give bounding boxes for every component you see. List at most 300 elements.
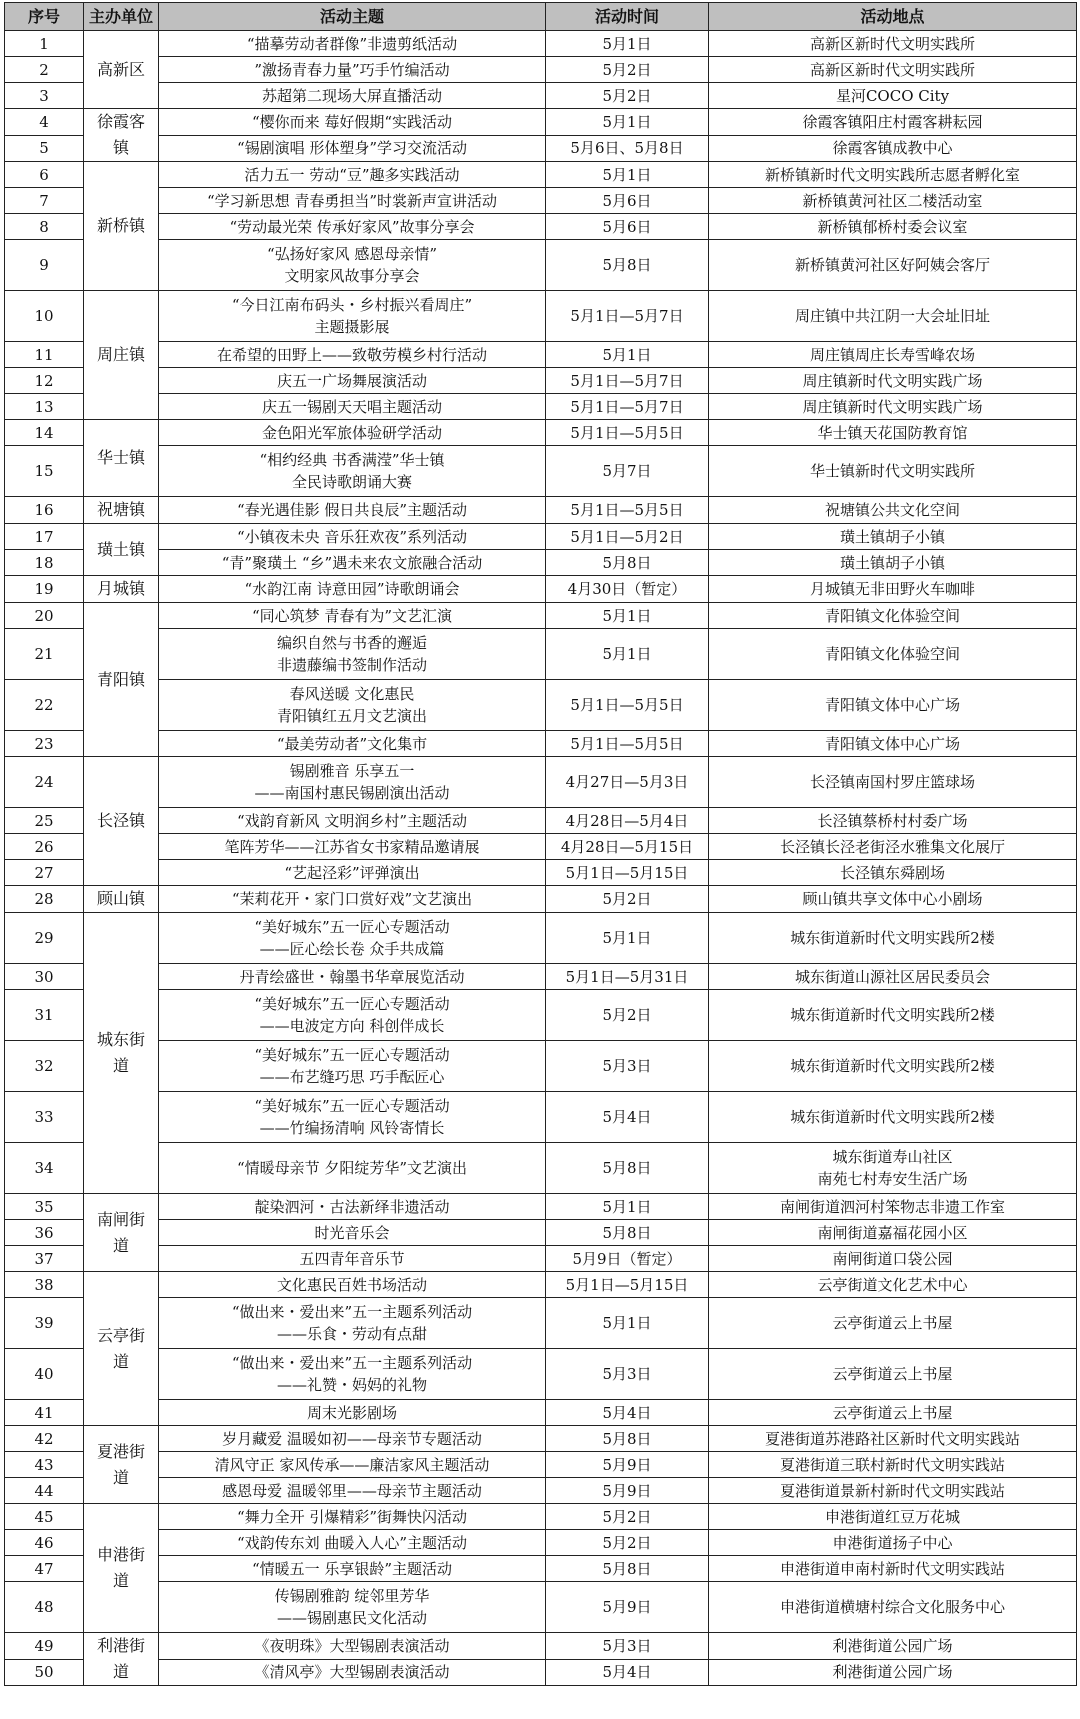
activity-theme <box>159 834 546 860</box>
row-number: 45 <box>5 1504 84 1530</box>
activity-place <box>709 1582 1077 1633</box>
row-number: 14 <box>5 420 84 446</box>
activity-place-line: 青阳镇文体中心广场 <box>824 696 960 714</box>
activity-theme-line: 清风守正 家风传承——廉洁家风主题活动 <box>214 1455 490 1474</box>
activity-theme <box>159 188 546 214</box>
table-row <box>5 757 1077 808</box>
activity-theme-line: “樱你而来 莓好假期“实践活动 <box>251 112 453 131</box>
row-number: 21 <box>5 629 84 680</box>
activity-theme <box>159 1349 546 1400</box>
activity-place-line: 城东街道新时代文明实践所2楼 <box>790 1108 995 1126</box>
activity-place-line: 城东街道寿山社区 <box>832 1148 953 1166</box>
row-number: 43 <box>5 1452 84 1478</box>
activity-theme <box>159 1582 546 1633</box>
activity-theme-line: ——礼赞・妈妈的礼物 <box>276 1376 427 1394</box>
organizer-cell: 夏港街道 <box>84 1426 159 1504</box>
activity-place <box>709 1298 1077 1349</box>
activity-place-line: 申港街道扬子中心 <box>832 1533 953 1552</box>
organizer-cell: 璜土镇 <box>84 524 159 576</box>
row-number: 19 <box>5 576 84 603</box>
activity-theme-line: 靛染泗河・古法新绎非遗活动 <box>254 1197 450 1216</box>
activity-time: 5月4日 <box>546 1092 709 1143</box>
activity-place-line: 云亭街道云上书屋 <box>832 1403 953 1422</box>
activity-time: 5月1日—5月5日 <box>546 420 709 446</box>
activity-theme-line: “学习新思想 青春勇担当”时裳新声宣讲活动 <box>206 191 498 210</box>
table-row <box>5 214 1077 240</box>
activity-place <box>709 1452 1077 1478</box>
table-row <box>5 31 1077 57</box>
activity-theme-line: “舞力全开 引爆精彩”街舞快闪活动 <box>236 1507 468 1526</box>
activity-theme <box>159 913 546 964</box>
activity-time: 5月8日 <box>546 1556 709 1582</box>
activity-theme <box>159 576 546 603</box>
activity-time: 4月28日—5月4日 <box>546 808 709 834</box>
table-row <box>5 1633 1077 1660</box>
row-number: 41 <box>5 1400 84 1426</box>
row-number: 49 <box>5 1633 84 1660</box>
table-row <box>5 446 1077 497</box>
activity-theme <box>159 135 546 162</box>
activity-place-line: 璜土镇胡子小镇 <box>839 527 945 546</box>
organizer-cell: 新桥镇 <box>84 162 159 291</box>
activity-place-line: 长泾镇长泾老街泾水雅集文化展厅 <box>779 837 1005 856</box>
activity-theme-line: “描摹劳动者群像”非遗剪纸活动 <box>246 34 458 53</box>
table-row <box>5 135 1077 162</box>
table-row <box>5 964 1077 990</box>
activity-theme <box>159 162 546 188</box>
activity-time: 5月1日—5月7日 <box>546 368 709 394</box>
activity-place-line: 徐霞客镇阳庄村霞客耕耘园 <box>802 112 983 131</box>
table-row <box>5 860 1077 886</box>
organizer-cell: 南闸街道 <box>84 1194 159 1272</box>
table-row <box>5 1220 1077 1246</box>
activity-theme <box>159 497 546 524</box>
activity-theme <box>159 990 546 1041</box>
table-row <box>5 188 1077 214</box>
table-row <box>5 1298 1077 1349</box>
organizer-cell: 周庄镇 <box>84 291 159 420</box>
row-number: 15 <box>5 446 84 497</box>
activity-theme <box>159 214 546 240</box>
activity-time: 5月9日（暂定） <box>546 1246 709 1272</box>
table-row <box>5 990 1077 1041</box>
activity-place <box>709 1272 1077 1298</box>
activity-time: 5月1日 <box>546 31 709 57</box>
activity-place <box>709 1194 1077 1220</box>
activity-place <box>709 31 1077 57</box>
header-place: 活动地点 <box>709 3 1077 31</box>
activity-time: 5月1日—5月5日 <box>546 731 709 757</box>
organizer-cell: 青阳镇 <box>84 603 159 757</box>
row-number: 42 <box>5 1426 84 1452</box>
activity-place-line: 周庄镇新时代文明实践广场 <box>802 397 983 416</box>
table-row <box>5 1194 1077 1220</box>
activity-theme-line: 春风送暖 文化惠民 <box>289 685 415 703</box>
activity-theme-line: 锡剧雅音 乐享五一 <box>289 762 415 780</box>
activity-theme <box>159 446 546 497</box>
activity-theme <box>159 109 546 136</box>
activity-time: 5月2日 <box>546 1504 709 1530</box>
row-number: 6 <box>5 162 84 188</box>
activity-theme <box>159 550 546 576</box>
activity-theme <box>159 1092 546 1143</box>
activity-place <box>709 1478 1077 1504</box>
table-row <box>5 109 1077 136</box>
row-number: 1 <box>5 31 84 57</box>
row-number: 44 <box>5 1478 84 1504</box>
activity-place-line: 星河COCO City <box>835 86 950 105</box>
table-row <box>5 1504 1077 1530</box>
activity-theme-line: “戏韵传东刘 曲暖入人心”主题活动 <box>236 1533 468 1552</box>
row-number: 25 <box>5 808 84 834</box>
activity-place <box>709 990 1077 1041</box>
table-row <box>5 603 1077 629</box>
row-number: 2 <box>5 57 84 83</box>
activity-place <box>709 1426 1077 1452</box>
activity-table-container <box>4 2 1076 1686</box>
activity-theme <box>159 524 546 550</box>
organizer-cell: 城东街道 <box>84 913 159 1194</box>
activity-theme <box>159 1556 546 1582</box>
activity-time: 5月8日 <box>546 1220 709 1246</box>
activity-time: 5月1日 <box>546 109 709 136</box>
activity-place-line: 周庄镇新时代文明实践广场 <box>802 371 983 390</box>
activity-theme <box>159 1426 546 1452</box>
table-row <box>5 1478 1077 1504</box>
activity-theme-line: ——南国村惠民锡剧演出活动 <box>254 784 450 802</box>
activity-theme-line: 丹青绘盛世・翰墨书华章展览活动 <box>239 967 465 986</box>
activity-time: 5月1日 <box>546 342 709 368</box>
activity-place-line: 南闸街道嘉福花园小区 <box>817 1223 968 1242</box>
table-row <box>5 524 1077 550</box>
row-number: 28 <box>5 886 84 913</box>
activity-theme-line: “今日江南布码头・乡村振兴看周庄” <box>231 296 473 314</box>
row-number: 30 <box>5 964 84 990</box>
table-row <box>5 394 1077 420</box>
activity-theme <box>159 1400 546 1426</box>
activity-theme-line: ——布艺缝巧思 巧手酝匠心 <box>259 1068 445 1086</box>
activity-place <box>709 394 1077 420</box>
table-row <box>5 629 1077 680</box>
row-number: 37 <box>5 1246 84 1272</box>
activity-time: 5月1日 <box>546 629 709 680</box>
activity-time: 4月27日—5月3日 <box>546 757 709 808</box>
activity-theme-line: “情暖母亲节 夕阳绽芳华”文艺演出 <box>236 1159 468 1177</box>
activity-place <box>709 1504 1077 1530</box>
activity-place-line: 高新区新时代文明实践所 <box>809 60 975 79</box>
activity-place <box>709 1246 1077 1272</box>
activity-place-line: 南闸街道口袋公园 <box>832 1249 953 1268</box>
row-number: 35 <box>5 1194 84 1220</box>
activity-theme-line: “青”聚璜土 “乡”遇未来农文旅融合活动 <box>221 553 483 572</box>
table-row <box>5 368 1077 394</box>
activity-place-line: 城东街道新时代文明实践所2楼 <box>790 929 995 947</box>
activity-theme <box>159 1143 546 1194</box>
table-row <box>5 576 1077 603</box>
activity-place-line: 城东街道山源社区居民委员会 <box>794 967 990 986</box>
activity-theme-line: ——匠心绘长卷 众手共成篇 <box>259 940 445 958</box>
table-row <box>5 1426 1077 1452</box>
activity-time: 5月2日 <box>546 1530 709 1556</box>
activity-place <box>709 808 1077 834</box>
activity-theme <box>159 964 546 990</box>
activity-theme <box>159 1246 546 1272</box>
row-number: 33 <box>5 1092 84 1143</box>
activity-place-line: 青阳镇文化体验空间 <box>824 645 960 663</box>
activity-place-line: 夏港街道苏港路社区新时代文明实践站 <box>764 1429 1020 1448</box>
activity-theme <box>159 1272 546 1298</box>
activity-theme-line: 《清风亭》大型锡剧表演活动 <box>254 1663 450 1682</box>
table-row <box>5 342 1077 368</box>
activity-place <box>709 1349 1077 1400</box>
activity-theme-line: “艺起泾彩”评弹演出 <box>284 863 420 882</box>
activity-theme-line: 传锡剧雅韵 绽邻里芳华 <box>274 1587 430 1605</box>
table-row <box>5 680 1077 731</box>
activity-place <box>709 834 1077 860</box>
activity-theme-line: 主题摄影展 <box>314 318 390 336</box>
organizer-cell: 徐霞客镇 <box>84 109 159 162</box>
activity-place-line: 新桥镇郁桥村委会议室 <box>817 217 968 236</box>
activity-place-line: 申港街道红豆万花城 <box>824 1507 960 1526</box>
activity-theme-line: ——竹编扬清响 风铃寄情长 <box>259 1119 445 1137</box>
header-theme: 活动主题 <box>159 3 546 31</box>
activity-theme <box>159 291 546 342</box>
table-row <box>5 162 1077 188</box>
activity-place <box>709 1041 1077 1092</box>
activity-theme <box>159 1041 546 1092</box>
organizer-cell: 月城镇 <box>84 576 159 603</box>
activity-place <box>709 1633 1077 1660</box>
activity-theme <box>159 860 546 886</box>
activity-theme-line: 青阳镇红五月文艺演出 <box>276 707 427 725</box>
activity-place <box>709 1530 1077 1556</box>
activity-theme-line: “相约经典 书香满滢”华士镇 <box>259 451 445 469</box>
activity-time: 5月1日 <box>546 603 709 629</box>
activity-time: 5月9日 <box>546 1452 709 1478</box>
row-number: 32 <box>5 1041 84 1092</box>
activity-time: 5月6日 <box>546 188 709 214</box>
activity-place-line: 云亭街道文化艺术中心 <box>817 1275 968 1294</box>
activity-place-line: 新桥镇黄河社区好阿姨会客厅 <box>794 256 990 274</box>
row-number: 31 <box>5 990 84 1041</box>
table-row <box>5 420 1077 446</box>
activity-place-line: 云亭街道云上书屋 <box>832 1314 953 1332</box>
row-number: 36 <box>5 1220 84 1246</box>
activity-theme-line: 文化惠民百姓书场活动 <box>276 1275 427 1294</box>
activity-theme <box>159 757 546 808</box>
activity-theme-line: “美好城东”五一匠心专题活动 <box>254 1097 450 1115</box>
activity-theme <box>159 368 546 394</box>
row-number: 47 <box>5 1556 84 1582</box>
header-row <box>5 3 1077 31</box>
activity-place <box>709 603 1077 629</box>
activity-theme-line: 时光音乐会 <box>314 1223 390 1242</box>
table-row <box>5 1659 1077 1686</box>
activity-theme <box>159 1633 546 1660</box>
activity-theme-line: ——乐食・劳动有点甜 <box>276 1325 427 1343</box>
activity-theme <box>159 394 546 420</box>
activity-time: 5月1日 <box>546 1194 709 1220</box>
activity-theme <box>159 1478 546 1504</box>
row-number: 50 <box>5 1659 84 1686</box>
header-no: 序号 <box>5 3 84 31</box>
activity-time: 5月1日 <box>546 162 709 188</box>
activity-time: 5月8日 <box>546 1426 709 1452</box>
row-number: 3 <box>5 83 84 109</box>
activity-time: 5月2日 <box>546 83 709 109</box>
activity-time: 5月4日 <box>546 1659 709 1686</box>
activity-place <box>709 964 1077 990</box>
activity-place-line: 璜土镇胡子小镇 <box>839 553 945 572</box>
activity-place <box>709 214 1077 240</box>
activity-place-line: 申港街道申南村新时代文明实践站 <box>779 1559 1005 1578</box>
activity-theme <box>159 603 546 629</box>
activity-theme <box>159 808 546 834</box>
row-number: 10 <box>5 291 84 342</box>
activity-time: 5月3日 <box>546 1349 709 1400</box>
row-number: 13 <box>5 394 84 420</box>
activity-place <box>709 860 1077 886</box>
table-row <box>5 1582 1077 1633</box>
activity-theme <box>159 886 546 913</box>
activity-place <box>709 497 1077 524</box>
activity-theme <box>159 1530 546 1556</box>
row-number: 38 <box>5 1272 84 1298</box>
activity-time: 5月1日 <box>546 913 709 964</box>
table-row <box>5 808 1077 834</box>
row-number: 7 <box>5 188 84 214</box>
activity-theme <box>159 1452 546 1478</box>
activity-time: 5月6日 <box>546 214 709 240</box>
activity-theme-line: 全民诗歌朗诵大赛 <box>291 473 412 491</box>
activity-place-line: 新桥镇新时代文明实践所志愿者孵化室 <box>764 165 1020 184</box>
table-row <box>5 57 1077 83</box>
activity-place <box>709 420 1077 446</box>
row-number: 20 <box>5 603 84 629</box>
activity-place <box>709 1400 1077 1426</box>
table-row <box>5 1092 1077 1143</box>
activity-theme-line: 五四青年音乐节 <box>299 1249 405 1268</box>
table-row <box>5 240 1077 291</box>
activity-time: 5月1日—5月15日 <box>546 860 709 886</box>
activity-time: 5月1日—5月2日 <box>546 524 709 550</box>
activity-place <box>709 757 1077 808</box>
activity-theme-line: “美好城东”五一匠心专题活动 <box>254 995 450 1013</box>
activity-time: 5月2日 <box>546 990 709 1041</box>
table-row <box>5 1349 1077 1400</box>
activity-place-line: 夏港街道三联村新时代文明实践站 <box>779 1455 1005 1474</box>
activity-place <box>709 680 1077 731</box>
activity-place-line: 长泾镇东舜剧场 <box>839 863 945 882</box>
table-row <box>5 1530 1077 1556</box>
activity-place <box>709 886 1077 913</box>
activity-place-line: 华士镇新时代文明实践所 <box>809 462 975 480</box>
activity-theme-line: 岁月藏爱 温暖如初——母亲节专题活动 <box>222 1429 482 1448</box>
table-row <box>5 550 1077 576</box>
organizer-cell: 云亭街道 <box>84 1272 159 1426</box>
activity-theme-line: ——锡剧惠民文化活动 <box>276 1609 427 1627</box>
activity-theme-line: “茉莉花开・家门口赏好戏”文艺演出 <box>231 890 473 908</box>
activity-place-line: 新桥镇黄河社区二楼活动室 <box>802 191 983 210</box>
activity-place <box>709 524 1077 550</box>
activity-theme <box>159 57 546 83</box>
row-number: 34 <box>5 1143 84 1194</box>
table-row <box>5 1400 1077 1426</box>
row-number: 4 <box>5 109 84 136</box>
organizer-cell: 利港街道 <box>84 1633 159 1686</box>
activity-theme-line: ——电波定方向 科创伴成长 <box>259 1017 445 1035</box>
activity-time: 5月1日—5月7日 <box>546 291 709 342</box>
activity-time: 5月7日 <box>546 446 709 497</box>
row-number: 23 <box>5 731 84 757</box>
row-number: 11 <box>5 342 84 368</box>
activity-theme-line: “戏韵育新风 文明润乡村”主题活动 <box>236 811 468 830</box>
activity-place-line: 南苑七村寿安生活广场 <box>817 1170 968 1188</box>
activity-place-line: 华士镇天花国防教育馆 <box>817 423 968 442</box>
activity-place-line: 云亭街道云上书屋 <box>832 1365 953 1383</box>
activity-place-line: 利港街道公园广场 <box>832 1636 953 1655</box>
activity-place-line: 城东街道新时代文明实践所2楼 <box>790 1057 995 1075</box>
activity-place-line: 周庄镇中共江阴一大会址旧址 <box>794 307 990 325</box>
table-row <box>5 1452 1077 1478</box>
activity-theme-line: “锡剧演唱 形体塑身”学习交流活动 <box>236 139 468 158</box>
row-number: 12 <box>5 368 84 394</box>
activity-place <box>709 188 1077 214</box>
activity-place-line: 高新区新时代文明实践所 <box>809 34 975 53</box>
activity-theme-line: “劳动最光荣 传承好家风”故事分享会 <box>229 217 475 236</box>
table-row <box>5 497 1077 524</box>
table-row <box>5 1041 1077 1092</box>
table-row <box>5 291 1077 342</box>
activity-place-line: 南闸街道泗河村笨物志非遗工作室 <box>779 1197 1005 1216</box>
row-number: 46 <box>5 1530 84 1556</box>
activity-time: 5月3日 <box>546 1041 709 1092</box>
organizer-cell: 申港街道 <box>84 1504 159 1633</box>
organizer-cell: 顾山镇 <box>84 886 159 913</box>
row-number: 26 <box>5 834 84 860</box>
row-number: 9 <box>5 240 84 291</box>
activity-time: 5月1日—5月7日 <box>546 394 709 420</box>
activity-time: 5月8日 <box>546 550 709 576</box>
activity-theme-line: “小镇夜未央 音乐狂欢夜”系列活动 <box>236 527 468 546</box>
activity-time: 5月2日 <box>546 886 709 913</box>
activity-theme <box>159 629 546 680</box>
activity-place-line: 月城镇无非田野火车咖啡 <box>809 580 975 598</box>
table-row <box>5 1556 1077 1582</box>
activity-theme-line: 庆五一锡剧天天唱主题活动 <box>261 397 442 416</box>
activity-place <box>709 1143 1077 1194</box>
activity-theme <box>159 420 546 446</box>
activity-theme-line: “最美劳动者”文化集市 <box>276 734 428 753</box>
activity-place <box>709 1220 1077 1246</box>
activity-place <box>709 550 1077 576</box>
activity-time: 5月8日 <box>546 240 709 291</box>
activity-time: 4月28日—5月15日 <box>546 834 709 860</box>
activity-theme <box>159 1220 546 1246</box>
activity-place-line: 长泾镇南国村罗庄篮球场 <box>809 773 975 791</box>
row-number: 39 <box>5 1298 84 1349</box>
activity-place <box>709 913 1077 964</box>
activity-theme-line: 文明家风故事分享会 <box>284 267 420 285</box>
activity-theme <box>159 31 546 57</box>
table-row <box>5 886 1077 913</box>
activity-theme <box>159 731 546 757</box>
activity-time: 5月1日—5月5日 <box>546 497 709 524</box>
activity-place <box>709 731 1077 757</box>
activity-theme-line: 《夜明珠》大型锡剧表演活动 <box>254 1636 450 1655</box>
activity-place <box>709 1092 1077 1143</box>
activity-place-line: 祝塘镇公共文化空间 <box>824 501 960 519</box>
